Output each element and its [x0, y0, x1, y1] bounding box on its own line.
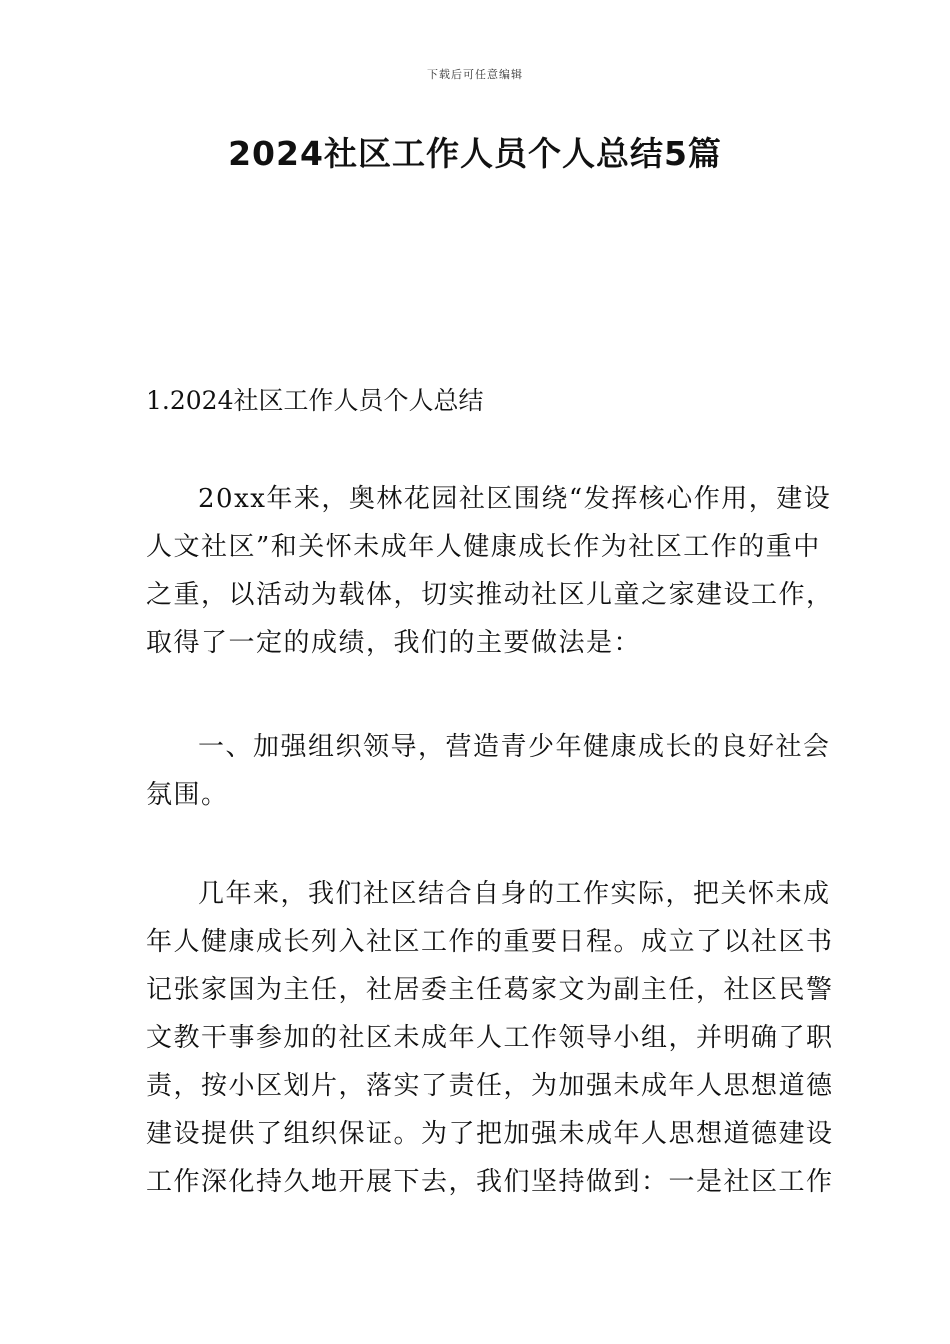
paragraph-line: 氛围。 — [146, 780, 229, 810]
paragraph-1 — [146, 475, 834, 667]
paragraph-line: 记张家国为主任，社居委主任葛家文为副主任，社区民警 — [146, 975, 834, 1005]
paragraph-line: 建设提供了组织保证。为了把加强未成年人思想道德建设 — [146, 1119, 834, 1149]
paragraph-line: 20xx年来，奥林花园社区围绕“发挥核心作用，建设 — [198, 484, 832, 514]
section-heading: 1.2024社区工作人员个人总结 — [146, 386, 484, 415]
paragraph-line: 工作深化持久地开展下去，我们坚持做到：一是社区工作 — [146, 1167, 834, 1197]
paragraph-line: 之重，以活动为载体，切实推动社区儿童之家建设工作， — [146, 580, 834, 610]
paragraph-line: 责，按小区划片，落实了责任，为加强未成年人思想道德 — [146, 1071, 834, 1101]
paragraph-3 — [146, 870, 834, 1206]
paragraph-line: 人文社区”和关怀未成年人健康成长作为社区工作的重中 — [146, 532, 821, 562]
paragraph-line: 一、加强组织领导，营造青少年健康成长的良好社会 — [198, 732, 831, 762]
document-title: 2024社区工作人员个人总结5篇 — [228, 134, 722, 173]
paragraph-line: 几年来，我们社区结合自身的工作实际，把关怀未成 — [198, 879, 831, 909]
paragraph-line: 取得了一定的成绩，我们的主要做法是： — [146, 628, 642, 658]
paragraph-line: 文教干事参加的社区未成年人工作领导小组，并明确了职 — [146, 1023, 834, 1053]
header-note: 下载后可任意编辑 — [427, 68, 523, 81]
paragraph-2 — [146, 723, 831, 819]
paragraph-line: 年人健康成长列入社区工作的重要日程。成立了以社区书 — [146, 927, 834, 957]
